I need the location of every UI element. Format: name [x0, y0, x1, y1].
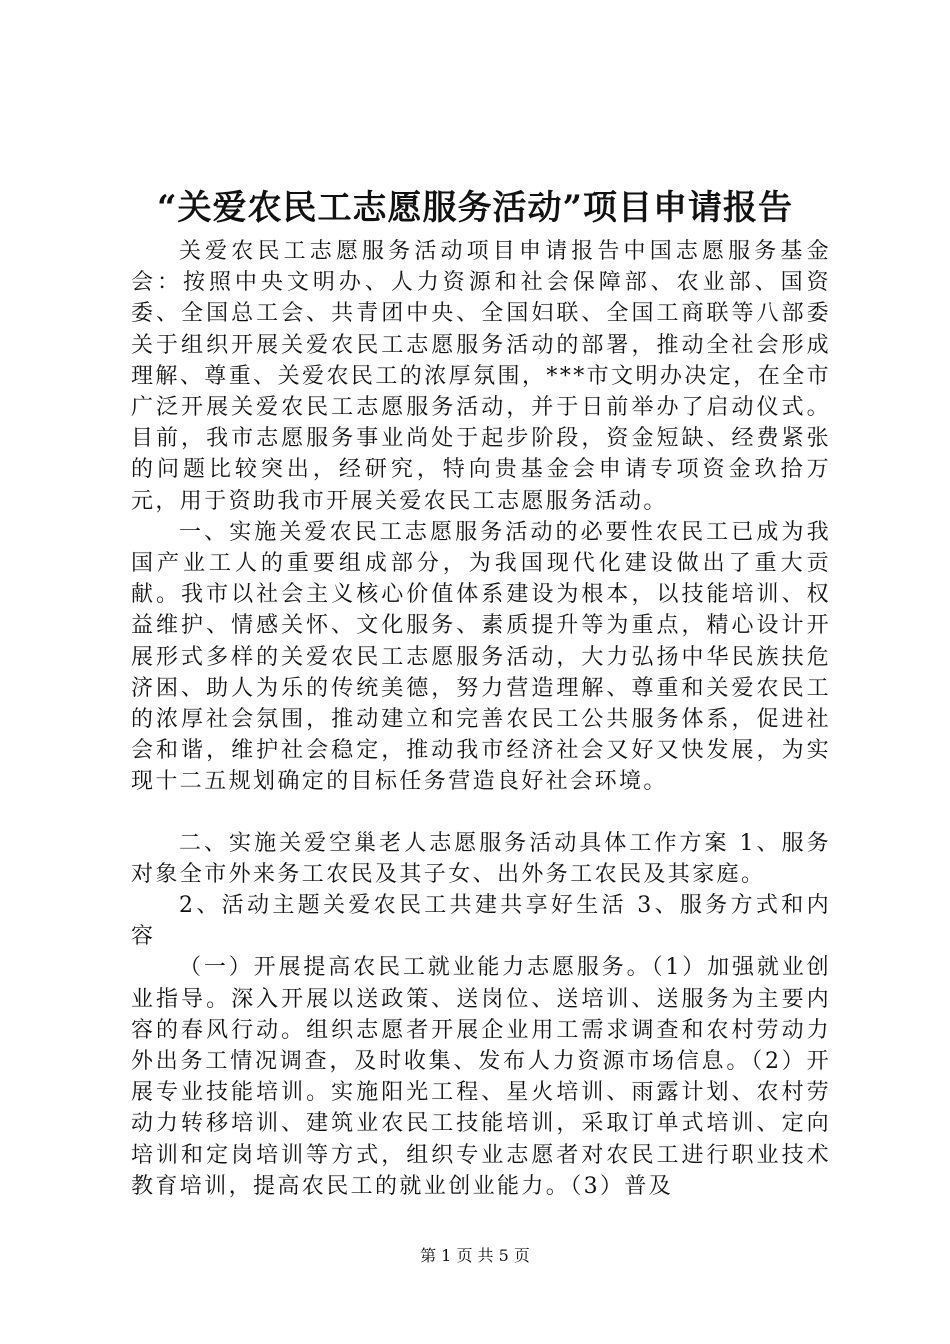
paragraph-section-two: 二、实施关爱空巢老人志愿服务活动具体工作方案 1、服务对象全市外来务工农民及其子女、出外务工农民及其家庭。 [131, 830, 831, 887]
page-number: 第 1 页 共 5 页 [420, 1246, 530, 1265]
paragraph-intro: 关爱农民工志愿服务活动项目申请报告中国志愿服务基金会：按照中央文明办、人力资源和社会保障部、农业部、国资委、全国总工会、共青团中央、全国妇联、全国工商联等八部委关于组织开展关爱农民工志愿服务活动的部署，推动全社会形成理解、尊重、关爱农民工的浓厚氛围，***市文明办决定，在全市广泛开展关爱农民工志愿服务活动，并于日前举办了启动仪式。目前，我市志愿服务事业尚处于起步阶段，资金短缺、经费紧张的问题比较突出，经研究，特向贵基金会申请专项资金玖拾万元，用于资助我市开展关爱农民工志愿服务活动。 [131, 239, 831, 514]
document-body [131, 236, 831, 1202]
document-title: “关爱农民工志愿服务活动”项目申请报告 [156, 188, 794, 228]
paragraph-activity-theme: 2、活动主题关爱农民工共建共享好生活 3、服务方式和内容 [131, 893, 831, 950]
paragraph-employment-service: （一）开展提高农民工就业能力志愿服务。（1）加强就业创业指导。深入开展以送政策、送岗位、送培训、送服务为主要内容的春风行动。组织志愿者开展企业用工需求调查和农村劳动力外出务工情况调查，及时收集、发布人力资源市场信息。（2）开展专业技能培训。实施阳光工程、星火培训、雨露计划、农村劳动力转移培训、建筑业农民工技能培训，采取订单式培训、定向培训和定岗培训等方式，组织专业志愿者对农民工进行职业技术教育培训，提高农民工的就业创业能力。（3）普及 [131, 955, 831, 1199]
paragraph-section-one: 一、实施关爱农民工志愿服务活动的必要性农民工已成为我国产业工人的重要组成部分，为我国现代化建设做出了重大贡献。我市以社会主义核心价值体系建设为根本，以技能培训、权益维护、情感关怀、文化服务、素质提升等为重点，精心设计开展形式多样的关爱农民工志愿服务活动，大力弘扬中华民族扶危济困、助人为乐的传统美德，努力营造理解、尊重和关爱农民工的浓厚社会氛围，推动建立和完善农民工公共服务体系，促进社会和谐，维护社会稳定，推动我市经济社会又好又快发展，为实现十二五规划确定的目标任务营造良好社会环境。 [131, 519, 831, 795]
